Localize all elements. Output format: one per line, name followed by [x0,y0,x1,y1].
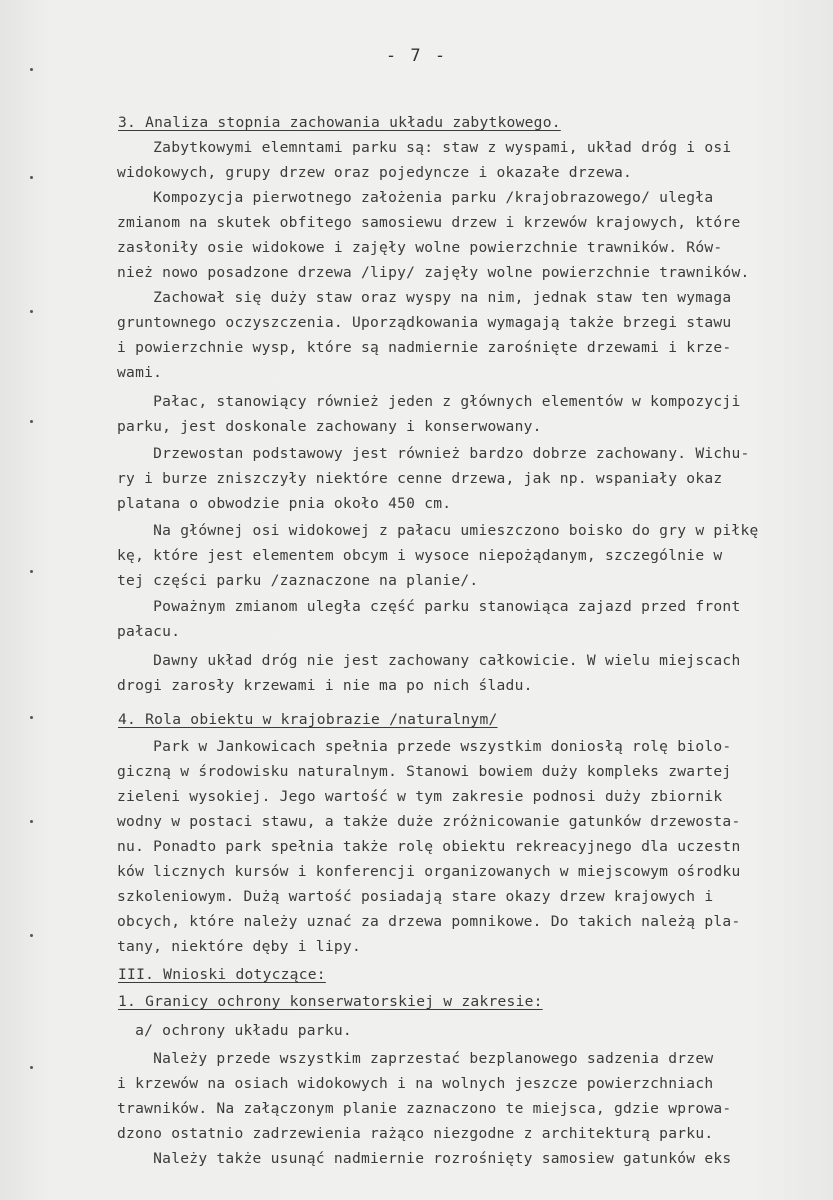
text-line: gruntownego oczyszczenia. Uporządkowania wymagają także brzegi stawu [117,314,732,331]
text-line: dzono ostatnio zadrzewienia rażąco niezgodne z architekturą parku. [117,1125,714,1142]
text-line: giczną w środowisku naturalnym. Stanowi bowiem duży kompleks zwartej [117,763,732,780]
section-heading: 1. Granicy ochrony konserwatorskiej w zakresie: [118,993,543,1010]
text-line: platana o obwodzie pnia około 450 cm. [117,495,452,512]
text-line: Pałac, stanowiący również jeden z głównych elementów w kompozycji [117,393,741,410]
text-line: zieleni wysokiej. Jego wartość w tym zakresie podnosi duży zbiornik [117,788,723,805]
text-line: Kompozycja pierwotnego założenia parku /krajobrazowego/ uległa [117,189,714,206]
text-line: Zabytkowymi elemntami parku są: staw z wyspami, układ dróg i osi [117,139,732,156]
text-line: Park w Jankowicach spełnia przede wszystkim doniosłą rolę biolo- [117,738,732,755]
text-line: Należy także usunąć nadmiernie rozrośnięty samosiew gatunków eks [117,1150,732,1167]
text-line: szkoleniowym. Dużą wartość posiadają stare okazy drzew krajowych i [117,888,714,905]
text-line: trawników. Na załączonym planie zaznaczono te miejsca, gdzie wprowa- [117,1100,732,1117]
binder-hole-mark [30,820,33,823]
text-line: widokowych, grupy drzew oraz pojedyncze i okazałe drzewa. [117,164,633,181]
text-line: parku, jest doskonale zachowany i konserwowany. [117,418,542,435]
text-line: Na głównej osi widokowej z pałacu umieszczono boisko do gry w piłkę [117,522,759,539]
text-line: i powierzchnie wysp, które są nadmiernie zarośnięte drzewami i krze- [117,339,732,356]
text-line: zmianom na skutek obfitego samosiewu drzew i krzewów krajowych, które [117,214,741,231]
section-heading: III. Wnioski dotyczące: [118,966,326,983]
section-heading: 4. Rola obiektu w krajobrazie /naturalnym/ [118,711,498,728]
text-line: drogi zarosły krzewami i nie ma po nich śladu. [117,677,533,694]
binder-hole-mark [30,68,33,71]
text-line: Zachował się duży staw oraz wyspy na nim, jednak staw ten wymaga [117,289,732,306]
binder-hole-mark [30,934,33,937]
text-line: Należy przede wszystkim zaprzestać bezplanowego sadzenia drzew [117,1050,714,1067]
text-line: pałacu. [117,623,181,640]
text-line: Poważnym zmianom uległa część parku stanowiąca zajazd przed front [117,598,741,615]
text-line: Drzewostan podstawowy jest również bardzo dobrze zachowany. Wichu- [117,445,750,462]
text-line: nu. Ponadto park spełnia także rolę obiektu rekreacyjnego dla uczestn [117,838,741,855]
text-line: ków licznych kursów i konferencji organizowanych w miejscowym ośrodku [117,863,741,880]
text-line: tej części parku /zaznaczone na planie/. [117,572,479,589]
text-line: zasłoniły osie widokowe i zajęły wolne powierzchnie trawników. Rów- [117,239,723,256]
text-line: a/ ochrony układu parku. [117,1022,352,1039]
text-line: obcych, które należy uznać za drzewa pomnikowe. Do takich należą pla- [117,913,741,930]
text-line: nież nowo posadzone drzewa /lipy/ zajęły wolne powierzchnie trawników. [117,264,750,281]
text-line: kę, które jest elementem obcym i wysoce niepożądanym, szczególnie w [117,547,723,564]
text-line: tany, niektóre dęby i lipy. [117,938,361,955]
binder-hole-mark [30,176,33,179]
text-line: wami. [117,364,163,381]
section-heading: 3. Analiza stopnia zachowania układu zabytkowego. [118,114,561,131]
text-line: wodny w postaci stawu, a także duże zróżnicowanie gatunków drzewosta- [117,813,741,830]
binder-hole-mark [30,310,33,313]
binder-hole-mark [30,1066,33,1069]
binder-hole-mark [30,716,33,719]
binder-hole-mark [30,570,33,573]
binder-hole-mark [30,420,33,423]
text-line: Dawny układ dróg nie jest zachowany całkowicie. W wielu miejscach [117,652,741,669]
text-line: ry i burze zniszczyły niektóre cenne drzewa, jak np. wspaniały okaz [117,470,723,487]
text-line: i krzewów na osiach widokowych i na wolnych jeszcze powierzchniach [117,1075,714,1092]
page-number: - 7 - [385,46,448,66]
